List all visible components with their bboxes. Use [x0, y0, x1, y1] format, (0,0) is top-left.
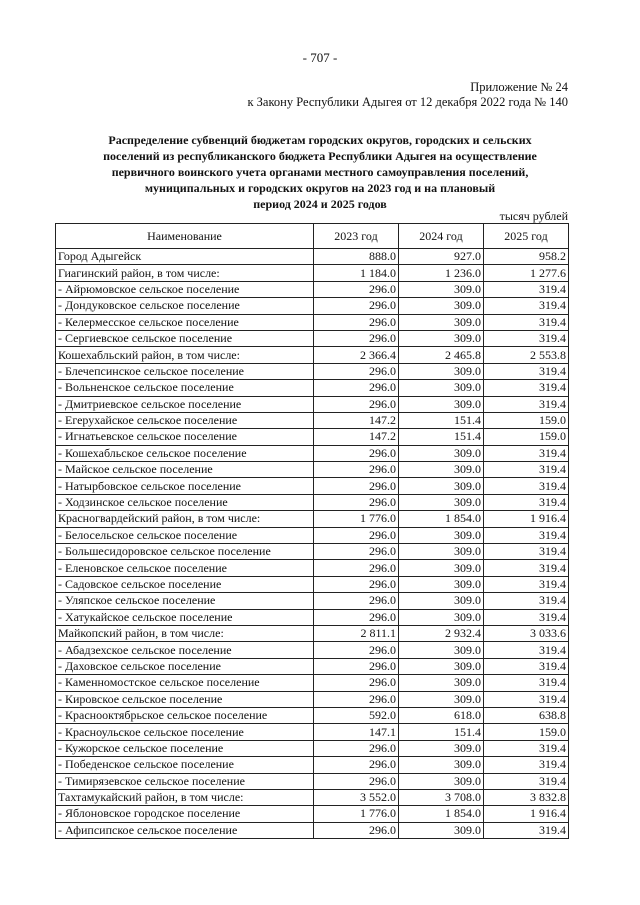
cell-y2024: 151.4	[399, 412, 484, 428]
cell-y2023: 888.0	[314, 249, 399, 265]
cell-y2023: 296.0	[314, 478, 399, 494]
cell-y2025: 319.4	[484, 773, 569, 789]
cell-y2025: 319.4	[484, 576, 569, 592]
cell-y2023: 296.0	[314, 740, 399, 756]
cell-y2024: 309.0	[399, 544, 484, 560]
title-line: муниципальных и городских округов на 2023 год и на плановый	[144, 181, 496, 195]
cell-y2023: 2 366.4	[314, 347, 399, 363]
cell-name: - Красноульское сельское поселение	[56, 724, 314, 740]
table-row	[56, 347, 569, 363]
cell-y2024: 309.0	[399, 822, 484, 838]
table-row	[56, 675, 569, 691]
cell-y2024: 309.0	[399, 773, 484, 789]
cell-name: - Кужорское сельское поселение	[56, 740, 314, 756]
cell-name: - Дондуковское сельское поселение	[56, 298, 314, 314]
cell-y2024: 309.0	[399, 658, 484, 674]
cell-y2024: 2 465.8	[399, 347, 484, 363]
cell-y2025: 319.4	[484, 298, 569, 314]
cell-y2023: 296.0	[314, 396, 399, 412]
cell-y2024: 309.0	[399, 576, 484, 592]
title-line: период 2024 и 2025 годов	[253, 197, 387, 211]
cell-y2025: 319.4	[484, 822, 569, 838]
cell-name: - Натырбовское сельское поселение	[56, 478, 314, 494]
cell-name: - Кировское сельское поселение	[56, 691, 314, 707]
cell-y2023: 296.0	[314, 658, 399, 674]
cell-y2025: 3 033.6	[484, 625, 569, 641]
cell-y2024: 309.0	[399, 363, 484, 379]
cell-name: - Победенское сельское поселение	[56, 757, 314, 773]
cell-y2024: 309.0	[399, 380, 484, 396]
cell-name: - Яблоновское городское поселение	[56, 806, 314, 822]
table-row	[56, 724, 569, 740]
table-row	[56, 445, 569, 461]
cell-y2024: 309.0	[399, 314, 484, 330]
table-row	[56, 314, 569, 330]
cell-y2023: 147.1	[314, 724, 399, 740]
cell-y2024: 1 236.0	[399, 265, 484, 281]
cell-y2024: 309.0	[399, 757, 484, 773]
cell-y2025: 159.0	[484, 724, 569, 740]
cell-name: - Краснооктябрьское сельское поселение	[56, 707, 314, 723]
cell-y2023: 296.0	[314, 560, 399, 576]
header-2023: 2023 год	[314, 224, 399, 249]
appendix-law-reference: к Закону Республики Адыгея от 12 декабря 2022 года № 140	[247, 95, 568, 109]
cell-y2024: 927.0	[399, 249, 484, 265]
cell-name: - Кошехабльское сельское поселение	[56, 445, 314, 461]
cell-y2025: 958.2	[484, 249, 569, 265]
cell-y2024: 618.0	[399, 707, 484, 723]
cell-name: - Майское сельское поселение	[56, 462, 314, 478]
cell-name: Гиагинский район, в том числе:	[56, 265, 314, 281]
cell-y2025: 319.4	[484, 380, 569, 396]
table-row	[56, 462, 569, 478]
cell-y2023: 296.0	[314, 445, 399, 461]
cell-y2025: 319.4	[484, 544, 569, 560]
cell-y2025: 319.4	[484, 396, 569, 412]
cell-y2024: 1 854.0	[399, 511, 484, 527]
cell-y2025: 3 832.8	[484, 789, 569, 805]
cell-y2024: 309.0	[399, 494, 484, 510]
cell-name: - Афипсипское сельское поселение	[56, 822, 314, 838]
table-row	[56, 330, 569, 346]
cell-y2024: 309.0	[399, 330, 484, 346]
table-row	[56, 281, 569, 297]
table-row	[56, 806, 569, 822]
table-row	[56, 429, 569, 445]
table-header-row	[56, 224, 569, 249]
cell-y2025: 1 916.4	[484, 806, 569, 822]
cell-name: - Дмитриевское сельское поселение	[56, 396, 314, 412]
table-row	[56, 658, 569, 674]
cell-name: - Ходзинское сельское поселение	[56, 494, 314, 510]
cell-y2023: 296.0	[314, 822, 399, 838]
cell-y2023: 296.0	[314, 576, 399, 592]
cell-y2024: 309.0	[399, 478, 484, 494]
cell-y2025: 319.4	[484, 445, 569, 461]
cell-name: - Игнатьевское сельское поселение	[56, 429, 314, 445]
cell-name: - Белосельское сельское поселение	[56, 527, 314, 543]
cell-name: - Келермесское сельское поселение	[56, 314, 314, 330]
cell-y2024: 309.0	[399, 396, 484, 412]
table-row	[56, 298, 569, 314]
cell-name: Красногвардейский район, в том числе:	[56, 511, 314, 527]
table-row	[56, 527, 569, 543]
cell-y2023: 3 552.0	[314, 789, 399, 805]
cell-y2023: 592.0	[314, 707, 399, 723]
cell-name: - Даховское сельское поселение	[56, 658, 314, 674]
cell-y2025: 319.4	[484, 675, 569, 691]
header-2025: 2025 год	[484, 224, 569, 249]
title-line: первичного воинского учета органами местного самоуправления поселений,	[111, 165, 529, 179]
table-row	[56, 609, 569, 625]
cell-name: - Уляпское сельское поселение	[56, 593, 314, 609]
cell-y2023: 296.0	[314, 462, 399, 478]
table-row	[56, 740, 569, 756]
table-row	[56, 789, 569, 805]
cell-y2024: 309.0	[399, 691, 484, 707]
cell-y2023: 296.0	[314, 642, 399, 658]
table-row	[56, 773, 569, 789]
cell-name: - Сергиевское сельское поселение	[56, 330, 314, 346]
cell-y2025: 319.4	[484, 478, 569, 494]
cell-y2023: 1 776.0	[314, 511, 399, 527]
cell-name: - Еленовское сельское поселение	[56, 560, 314, 576]
cell-y2025: 319.4	[484, 330, 569, 346]
cell-name: Город Адыгейск	[56, 249, 314, 265]
table-row	[56, 757, 569, 773]
cell-name: - Тимирязевское сельское поселение	[56, 773, 314, 789]
cell-y2024: 309.0	[399, 445, 484, 461]
table-row	[56, 576, 569, 592]
page-number: - 707 -	[302, 50, 338, 65]
title-line: Распределение субвенций бюджетам городских округов, городских и сельских	[108, 133, 532, 147]
cell-y2023: 296.0	[314, 527, 399, 543]
table-row	[56, 494, 569, 510]
cell-y2023: 2 811.1	[314, 625, 399, 641]
header-name: Наименование	[56, 224, 314, 249]
cell-y2025: 319.4	[484, 494, 569, 510]
cell-y2024: 151.4	[399, 724, 484, 740]
table-row	[56, 625, 569, 641]
cell-y2025: 159.0	[484, 429, 569, 445]
table-row	[56, 822, 569, 838]
cell-y2025: 1 277.6	[484, 265, 569, 281]
cell-y2025: 319.4	[484, 740, 569, 756]
table-row	[56, 396, 569, 412]
table-row	[56, 544, 569, 560]
cell-y2023: 296.0	[314, 691, 399, 707]
cell-y2025: 319.4	[484, 691, 569, 707]
cell-y2024: 309.0	[399, 675, 484, 691]
header-2024: 2024 год	[399, 224, 484, 249]
table-row	[56, 707, 569, 723]
cell-y2024: 309.0	[399, 642, 484, 658]
cell-y2023: 296.0	[314, 281, 399, 297]
table-row	[56, 478, 569, 494]
cell-y2023: 296.0	[314, 773, 399, 789]
cell-name: - Абадзехское сельское поселение	[56, 642, 314, 658]
subvention-table	[55, 223, 569, 839]
table-row	[56, 363, 569, 379]
cell-y2025: 319.4	[484, 560, 569, 576]
table-row	[56, 642, 569, 658]
cell-y2023: 296.0	[314, 363, 399, 379]
cell-name: Кошехабльский район, в том числе:	[56, 347, 314, 363]
cell-y2025: 319.4	[484, 593, 569, 609]
cell-y2023: 296.0	[314, 380, 399, 396]
cell-y2025: 319.4	[484, 462, 569, 478]
cell-y2024: 309.0	[399, 609, 484, 625]
cell-y2023: 1 776.0	[314, 806, 399, 822]
cell-y2023: 296.0	[314, 330, 399, 346]
cell-y2023: 296.0	[314, 675, 399, 691]
cell-y2025: 319.4	[484, 609, 569, 625]
cell-y2024: 3 708.0	[399, 789, 484, 805]
cell-y2023: 296.0	[314, 757, 399, 773]
cell-y2024: 309.0	[399, 462, 484, 478]
cell-y2023: 296.0	[314, 593, 399, 609]
cell-y2023: 147.2	[314, 412, 399, 428]
cell-name: - Каменномостское сельское поселение	[56, 675, 314, 691]
table-row	[56, 249, 569, 265]
document-title	[70, 132, 570, 212]
cell-y2024: 309.0	[399, 560, 484, 576]
cell-y2025: 319.4	[484, 658, 569, 674]
cell-y2024: 309.0	[399, 527, 484, 543]
cell-y2023: 296.0	[314, 314, 399, 330]
cell-y2025: 319.4	[484, 757, 569, 773]
cell-y2023: 296.0	[314, 544, 399, 560]
cell-y2025: 159.0	[484, 412, 569, 428]
cell-y2024: 309.0	[399, 740, 484, 756]
cell-y2024: 309.0	[399, 593, 484, 609]
cell-y2023: 296.0	[314, 298, 399, 314]
title-line: поселений из республиканского бюджета Республики Адыгея на осуществление	[103, 149, 537, 163]
cell-y2025: 638.8	[484, 707, 569, 723]
cell-name: - Вольненское сельское поселение	[56, 380, 314, 396]
cell-y2024: 2 932.4	[399, 625, 484, 641]
table-row	[56, 691, 569, 707]
cell-y2023: 1 184.0	[314, 265, 399, 281]
table-row	[56, 380, 569, 396]
cell-name: Майкопский район, в том числе:	[56, 625, 314, 641]
cell-y2023: 147.2	[314, 429, 399, 445]
cell-y2024: 309.0	[399, 298, 484, 314]
cell-name: - Садовское сельское поселение	[56, 576, 314, 592]
table-row	[56, 412, 569, 428]
cell-y2025: 2 553.8	[484, 347, 569, 363]
cell-name: - Айрюмовское сельское поселение	[56, 281, 314, 297]
cell-name: - Хатукайское сельское поселение	[56, 609, 314, 625]
cell-y2025: 319.4	[484, 281, 569, 297]
table-body	[56, 249, 569, 839]
table-row	[56, 593, 569, 609]
cell-name: - Егерухайское сельское поселение	[56, 412, 314, 428]
unit-note: тысяч рублей	[499, 209, 568, 223]
cell-y2023: 296.0	[314, 609, 399, 625]
appendix-label: Приложение № 24	[470, 80, 568, 94]
table-row	[56, 265, 569, 281]
cell-y2025: 319.4	[484, 527, 569, 543]
cell-y2024: 1 854.0	[399, 806, 484, 822]
cell-name: Тахтамукайский район, в том числе:	[56, 789, 314, 805]
cell-y2025: 1 916.4	[484, 511, 569, 527]
cell-y2023: 296.0	[314, 494, 399, 510]
cell-y2024: 151.4	[399, 429, 484, 445]
cell-name: - Большесидоровское сельское поселение	[56, 544, 314, 560]
table-row	[56, 560, 569, 576]
cell-y2025: 319.4	[484, 314, 569, 330]
cell-y2025: 319.4	[484, 363, 569, 379]
table-row	[56, 511, 569, 527]
cell-y2024: 309.0	[399, 281, 484, 297]
cell-name: - Блечепсинское сельское поселение	[56, 363, 314, 379]
cell-y2025: 319.4	[484, 642, 569, 658]
